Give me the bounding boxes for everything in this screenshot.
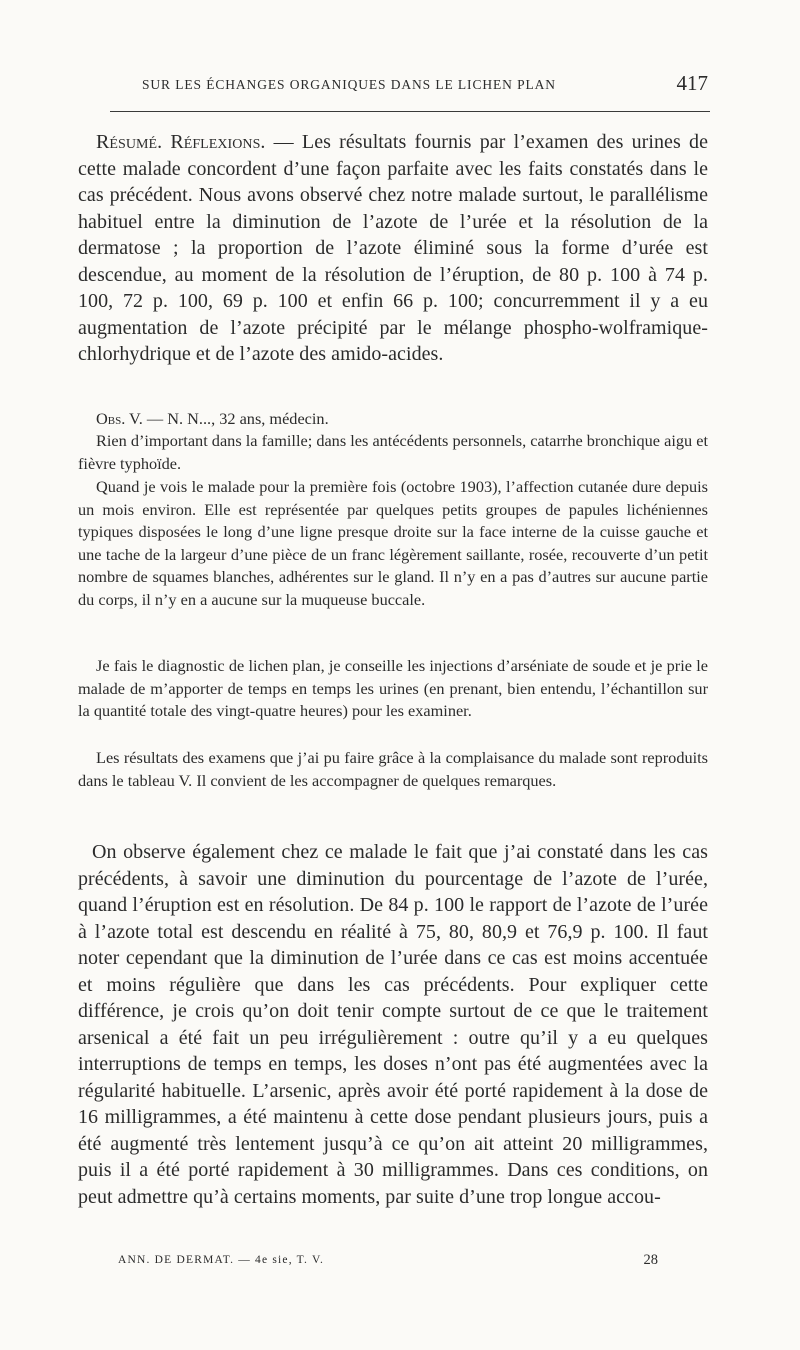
journal-reference: ANN. DE DERMAT. — 4e sie, T. V.: [118, 1254, 325, 1266]
page-number: 417: [676, 71, 708, 95]
summary-text: — Les résultats fournis par l’examen des urines de cette malade concordent d’une façon parfaite avec les faits constatés dans le cas précédent. Nous avons observé chez notre malade surtout, le parallélisme habituel entre la diminution de l’azote de l’urée et la résolution de la dermatose ; la proportion de l’azote éliminé sous la forme d’urée est descendue, au moment de la résolution de l’éruption, de 80 p. 100 à 74 p. 100, 72 p. 100, 69 p. 100 et enfin 66 p. 100; concurremment il y a eu augmentation de l’azote précipité par le mélange phospho-wolframique-chlorhydrique et de l’azote des amido-acides.: [78, 131, 708, 365]
running-head: [110, 71, 710, 101]
discussion-paragraph: On observe également chez ce malade le fait que j’ai constaté dans les cas précédents, à savoir une diminution du pourcentage de l’azote de l’urée, quand l’éruption est en résolution. De 84 p. 100 le rapport de l’azote de l’urée à l’azote total est descendu en réalité à 75, 80, 80,9 et 76,9 p. 100. Il faut noter cependant que la diminution de l’urée dans ce cas est moins accentuée et moins régulière que dans les cas précédents. Pour expliquer cette différence, je crois qu’on doit tenir compte surtout de ce que le traitement arsenical a été fait un peu irrégulièrement : outre qu’il y a eu quelques interruptions de temps en temps, les doses n’ont pas été augmentées avec la régularité habituelle. L’arsenic, après avoir été porté rapidement à la dose de 16 milligrammes, a été maintenu à cette dose pendant plusieurs jours, puis a été augmenté très lentement jusqu’à ce qu’on ait atteint 20 milligrammes, puis il a été porté rapidement à 30 milligrammes. Dans ces conditions, on peut admettre qu’à certains moments, par suite d’une trop longue accou-: [78, 841, 708, 1208]
observation-paragraph-results: Les résultats des examens que j’ai pu faire grâce à la complaisance du malade sont reproduits dans le tableau V. Il convient de les accompagner de quelques remarques.: [78, 748, 708, 790]
observation-paragraph-diagnosis: Je fais le diagnostic de lichen plan, je conseille les injections d’arséniate de soude et je prie le malade de m’apporter de temps en temps les urines (en prenant, bien entendu, l’échantillon sur la quantité totale des vingt-quatre heures) pour les examiner.: [78, 656, 708, 720]
summary-paragraph: [78, 129, 708, 368]
summary-label: Résumé. Réflexions.: [96, 131, 266, 153]
observation-heading-text: — N. N..., 32 ans, médecin.: [142, 409, 329, 428]
observation-label: Obs. V.: [96, 409, 143, 428]
running-title: SUR LES ÉCHANGES ORGANIQUES DANS LE LICHEN PLAN: [142, 77, 556, 92]
observation-paragraph-lesions: Quand je vois le malade pour la première fois (octobre 1903), l’affection cutanée dure depuis un mois environ. Elle est représentée par quelques petits groupes de papules lichéniennes typiques disposées le long d’une ligne presque droite sur la face interne de la cuisse gauche et une tache de la largeur d’une pièce de un franc légèrement saillante, rosée, recouverte d’un petit nombre de squames blanches, adhérentes sur le gland. Il n’y en a pas d’autres sur aucune partie du corps, il n’y en a aucune sur la muqueuse buccale.: [78, 477, 708, 609]
header-rule: [110, 111, 710, 112]
signature-number: 28: [643, 1252, 658, 1268]
observation-heading: [78, 408, 708, 431]
page-footer: [118, 1252, 658, 1274]
observation-paragraph-history: Rien d’important dans la famille; dans les antécédents personnels, catarrhe bronchique aigu et fièvre typhoïde.: [78, 431, 708, 473]
